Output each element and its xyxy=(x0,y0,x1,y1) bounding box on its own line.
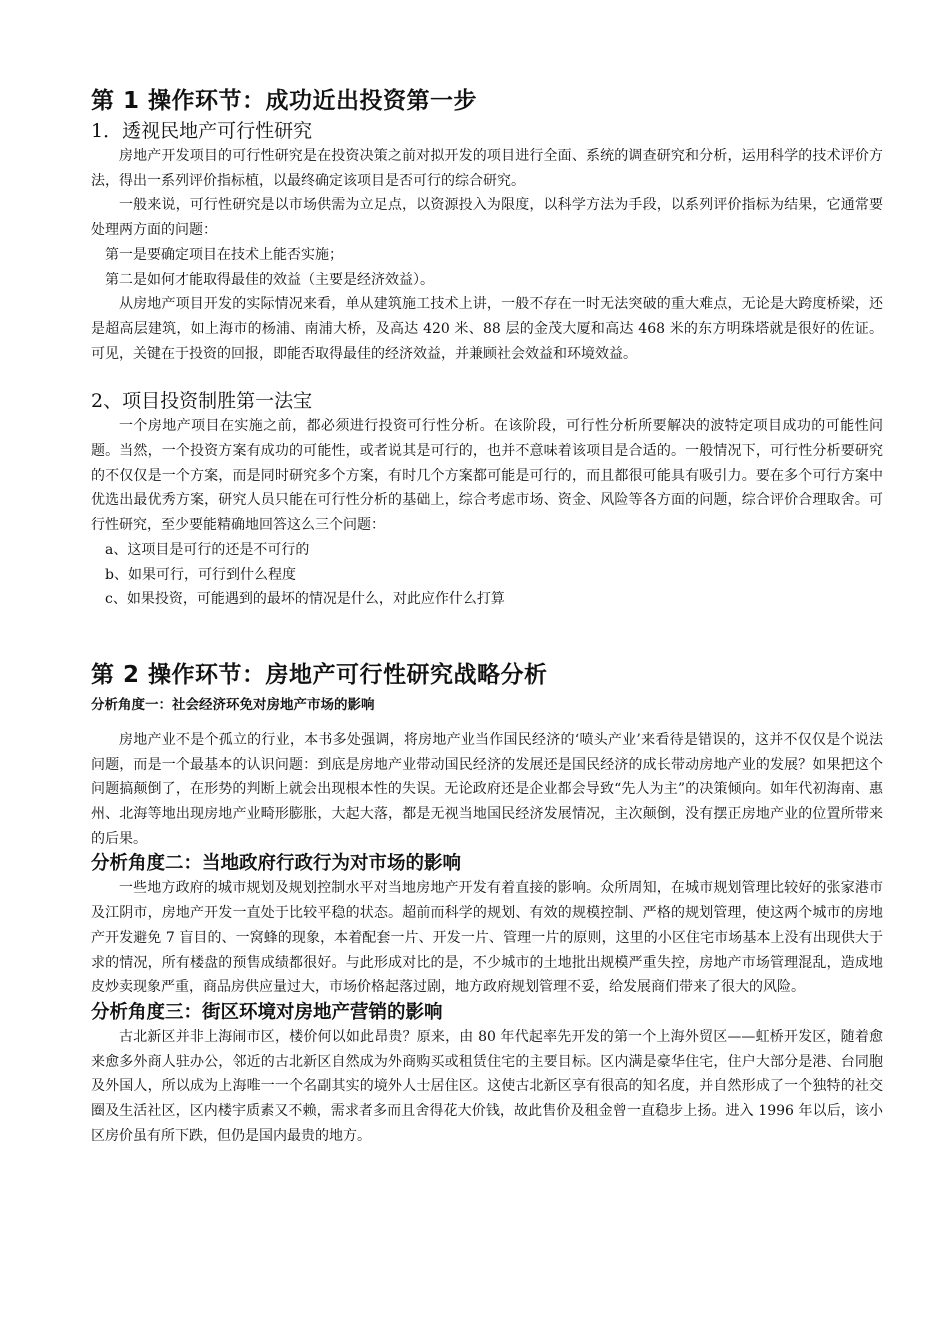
section1-sub2-item-c: c、如果投资，可能遇到的最坏的情况是什么，对此应作什么打算 xyxy=(105,591,505,608)
section2-angle1-heading: 分析角度一：社会经济环免对房地产市场的影响 xyxy=(91,696,375,713)
section2-title: 第 2 操作环节：房地产可行性研究战略分析 xyxy=(91,661,548,688)
section1-sub2-heading: 2、项目投资制胜第一法宝 xyxy=(91,390,313,413)
section1-title: 第 1 操作环节：成功近出投资第一步 xyxy=(91,88,478,114)
section2-angle2-heading: 分析角度二：当地政府行政行为对市场的影响 xyxy=(91,853,462,875)
section1-sub1-heading: 1．透视民地产可行性研究 xyxy=(91,120,313,142)
section1-sub2-item-b: b、如果可行，可行到什么程度 xyxy=(105,566,296,583)
section1-sub1-paragraph-3: 从房地产项目开发的实际情况来看，单从建筑施工技术上讲，一般不存在一时无法突破的重大难点，无论是大跨度桥梁，还是超高层建筑，如上海市的杨浦、南浦大桥，及高达 420 米、88 层的金茂大厦和高达 468 米的东方明珠塔就是很好的佐证。可见，关键在于投资的回报，即能否取得最佳的经济效益，并兼顾社会效益和环境效益。 xyxy=(91,296,883,362)
section1-sub2-item-a: a、这项目是可行的还是不可行的 xyxy=(105,541,310,558)
section2-angle3-heading: 分析角度三：街区环境对房地产营销的影响 xyxy=(91,1001,443,1023)
section2-angle2-paragraph: 一些地方政府的城市规划及规划控制水平对当地房地产开发有着直接的影响。众所周知，在城市规划管理比较好的张家港市及江阴市，房地产开发一直处于比较平稳的状态。超前而科学的规划、有效的规模控制、严格的规划管理，使这两个城市的房地产开发避免 7 盲目的、一窝蜂的现象，本着配套一片、开发一片、管理一片的原则，这里的小区住宅市场基本上没有出现供大于求的情况，所有楼盘的预售成绩都很好。与此形成对比的是，不少城市的土地批出规模严重失控，房地产市场管理混乱，造成地皮炒卖现象严重，商品房供应量过大，市场价格起落过剧，地方政府规划管理不妥，给发展商们带来了很大的风险。 xyxy=(91,880,883,996)
section1-sub1-item-1: 第一是要确定项目在技术上能否实施； xyxy=(105,246,343,263)
section1-sub2-paragraph: 一个房地产项目在实施之前，都必须进行投资可行性分析。在该阶段，可行性分析所要解决的波特定项目成功的可能性问题。当然，一个投资方案有成功的可能性，或者说其是可行的，也并不意味着该项目是合适的。一般情况下，可行性分析要研究的不仅仅是一个方案，而是同时研究多个方案，有时几个方案都可能是可行的，而且都很可能具有吸引力。要在多个可行方案中优选出最优秀方案，研究人员只能在可行性分析的基础上，综合考虑市场、资金、风险等各方面的问题，综合评价合理取舍。可行性研究，至少要能精确地回答这么三个问题： xyxy=(91,418,883,534)
section2-angle1-paragraph: 房地产业不是个孤立的行业，本书多处强调，将房地产业当作国民经济的‘喷头产业’来看待是错误的，这并不仅仅是个说法问题，而是一个最基本的认识问题：到底是房地产业带动国民经济的发展还是国民经济的成长带动房地产业的发展？如果把这个问题搞颠倒了，在形势的判断上就会出现根本性的失误。无论政府还是企业都会导致“先人为主”的决策倾向。如年代初海南、惠州、北海等地出现房地产业畸形膨胀，大起大落，都是无视当地国民经济发展情况，主次颠倒，没有摆正房地产业的位置所带来的后果。 xyxy=(91,731,883,847)
document-page xyxy=(91,86,883,1149)
section1-sub1-item-2: 第二是如何才能取得最佳的效益（主要是经济效益）。 xyxy=(105,271,434,288)
section1-sub1-paragraph-2: 一般来说，可行性研究是以市场供需为立足点，以资源投入为限度，以科学方法为手段，以系列评价指标为结果，它通常要处理两方面的问题： xyxy=(91,197,883,239)
section2-angle3-paragraph: 古北新区并非上海闹市区，楼价何以如此昂贵？原来，由 80 年代起率先开发的第一个上海外贸区——虹桥开发区，随着愈来愈多外商人驻办公，邻近的古北新区自然成为外商购买或租赁住宅的主要目标。区内满是豪华住宅，住户大部分是港、台同胞及外国人，所以成为上海唯一一个名副其实的境外人士居住区。这使古北新区享有很高的知名度，并自然形成了一个独特的社交圈及生活社区，区内楼宇质素又不赖，需求者多而且舍得花大价钱，故此售价及租金曾一直稳步上扬。进入 1996 年以后，该小区房价虽有所下跌，但仍是国内最贵的地方。 xyxy=(91,1028,883,1144)
section1-sub1-paragraph-1: 房地产开发项目的可行性研究是在投资决策之前对拟开发的项目进行全面、系统的调查研究和分析，运用科学的技术评价方法，得出一系列评价指标植，以最终确定该项目是否可行的综合研究。 xyxy=(91,148,883,189)
